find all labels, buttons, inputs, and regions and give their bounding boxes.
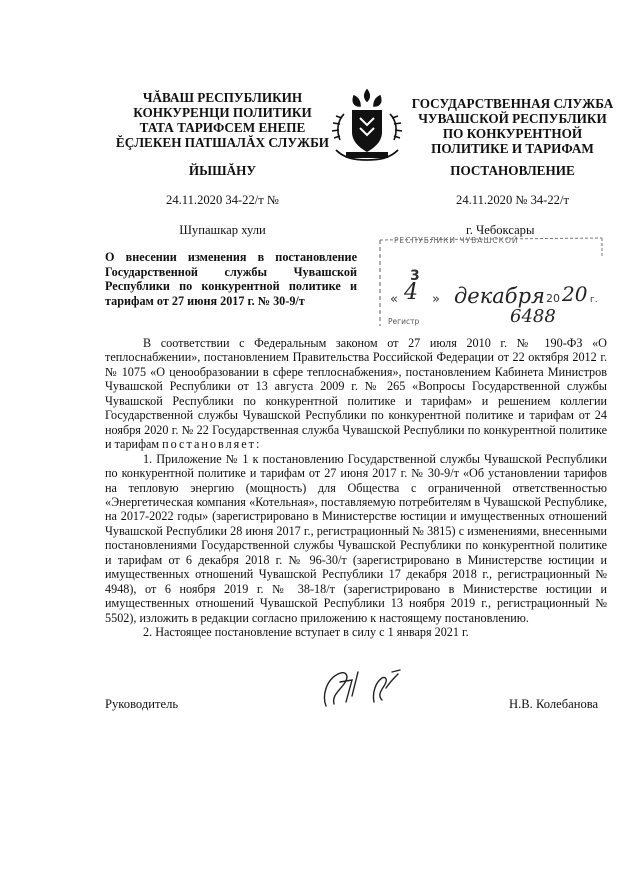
subject-line: Республики по конкурентной политике и	[105, 279, 357, 294]
place-left: Шупашкар хули	[179, 223, 266, 237]
header-left-authority	[100, 90, 345, 150]
signatory-position: Руководитель	[105, 697, 179, 711]
registration-stamp	[374, 232, 610, 330]
stamp-month: декабря	[454, 284, 545, 308]
header-right-line: ЧУВАШСКОЙ РЕСПУБЛИКИ	[418, 111, 607, 126]
chuvash-emblem-icon	[324, 84, 410, 164]
header-right-line: ПО КОНКУРЕНТНОЙ	[442, 126, 583, 141]
document-body	[105, 336, 607, 640]
place-right: г. Чебоксары	[466, 223, 535, 237]
header-left-line: ТАТА ТАРИФСЕМ ЕНЕПЕ	[139, 120, 306, 135]
date-number-right: 24.11.2020 № 34-22/т	[456, 193, 569, 207]
body-paragraph-text: В соответствии с Федеральным законом от 27 июля 2010 г. № 190-ФЗ «О теплоснабжении», постановлением Правительства Российской Федерации от 22 октября 2012 г. № 1075 «О ценообразовании в сфере теплоснабжения», постановлением Кабинета Министров Чувашской Республики от 13 августа 2009 г. № 265 «Вопросы Государственной службы Чувашской Республики по конкурентной политике и тарифам» и решением коллегии Государственной службы Чувашской Республики по конкурентной политике и тарифам от 24 ноября 2020 г. № 22 Государственная служба Чувашской Республики по конкурентной политике и тарифам	[105, 336, 607, 452]
decree-word: постановляет:	[162, 437, 262, 452]
header-right-authority	[400, 96, 625, 156]
header-left-line: ĔÇЛЕКЕН ПАТШАЛĂХ СЛУЖБИ	[115, 135, 330, 150]
date-number-left: 24.11.2020 34-22/т №	[166, 193, 279, 207]
doc-type-left: ЙЫШĂНУ	[188, 163, 257, 178]
stamp-label: Регистр	[388, 317, 420, 326]
body-paragraph	[105, 336, 607, 452]
stamp-top-line: РЕСПУБЛИКИ ЧУВАШСКОЙ	[394, 236, 519, 245]
signatory-name: Н.В. Колебанова	[509, 697, 599, 711]
signature-mark-icon	[312, 666, 408, 714]
header-left-line: КОНКУРЕНЦИ ПОЛИТИКИ	[133, 105, 312, 120]
header-right-line: ГОСУДАРСТВЕННАЯ СЛУЖБА	[411, 96, 614, 111]
stamp-year-prefix: 20	[546, 292, 560, 305]
header-left-line: ЧĂВАШ РЕСПУБЛИКИН	[142, 90, 303, 105]
stamp-year-suffix: 20	[562, 282, 588, 306]
doc-type-right: ПОСТАНОВЛЕНИЕ	[450, 163, 575, 178]
stamp-year-mark: г.	[590, 295, 598, 305]
body-paragraph: 1. Приложение № 1 к постановлению Государственной службы Чувашской Республики по конкурентной политике и тарифам от 27 июня 2017 г. № 30-9/т «Об установлении тарифов на тепловую энергию (мощность) для Общества с ограниченной ответственностью «Энергетическая компания «Котельная», поставляемую потребителям в Чувашской Республике, на 2017-2022 годы» (зарегистрировано в Министерстве юстиции и имущественных отношений Чувашской Республики 28 июня 2017 г., регистрационный № 3815) с изменениями, внесенными постановлениями Государственной службы Чувашской Республики по конкурентной политике и тарифам от 6 декабря 2018 г. № 96-30/т (зарегистрировано в Министерстве юстиции и имущественных отношений Чувашской Республики 17 декабря 2018 г., регистрационный № 4948), от 6 ноября 2019 г. № 38-18/т (зарегистрировано в Министерстве юстиции и имущественных отношений Чувашской Республики 13 ноября 2019 г., регистрационный № 5502), изложить в редакции согласно приложению к настоящему постановлению.	[105, 451, 607, 625]
stamp-open-quote: «	[390, 292, 398, 307]
subject-line: тарифам от 27 июня 2017 г. № 30-9/т	[105, 293, 305, 308]
document-subject	[105, 250, 357, 308]
stamp-day: 4	[404, 280, 418, 305]
stamp-close-quote: »	[432, 292, 440, 307]
header-right-line: ПОЛИТИКЕ И ТАРИФАМ	[431, 141, 594, 156]
subject-line: Государственной службы Чувашской	[105, 264, 357, 279]
stamp-digit: 3	[410, 268, 420, 284]
subject-line: О внесении изменения в постановление	[105, 250, 357, 264]
body-paragraph: 2. Настоящее постановление вступает в силу с 1 января 2021 г.	[143, 625, 469, 640]
stamp-reg-number: 6488	[510, 306, 556, 327]
